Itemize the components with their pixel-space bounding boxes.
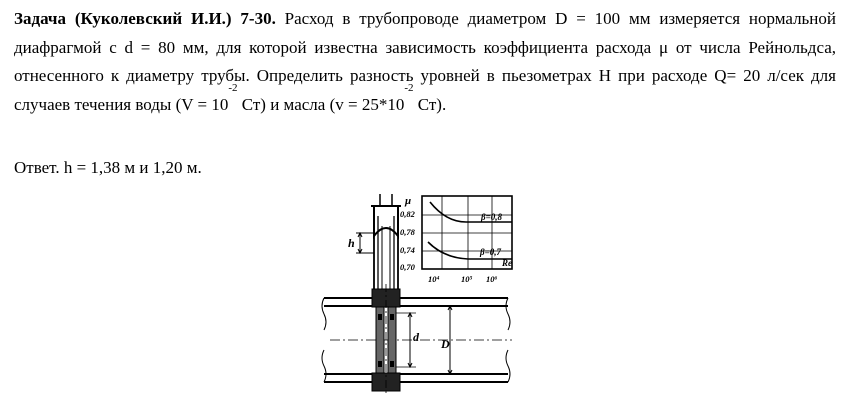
diaphragm-figure [316, 186, 520, 398]
y-tick-070: 0,70 [400, 262, 415, 272]
piezometer [348, 194, 401, 302]
problem-statement [14, 5, 836, 119]
x-tick-1e6: 10⁶ [486, 274, 498, 284]
mu-re-graph [400, 195, 512, 284]
diaphragm [372, 284, 400, 396]
y-tick-074: 0,74 [400, 245, 415, 255]
answer: Ответ. h = 1,38 м и 1,20 м. [14, 158, 202, 177]
label-D: D [441, 337, 450, 351]
y-tick-082: 0,82 [400, 209, 415, 219]
y-tick-078: 0,78 [400, 227, 415, 237]
oil-viscosity-exponent: -2 [404, 81, 414, 94]
re-axis-label: Re [502, 258, 512, 268]
problem-text-4: Ст). [413, 94, 447, 114]
graph-y-label: μ [405, 195, 412, 207]
problem-text-3: Ст) и масла (v = 25*10 [237, 94, 405, 114]
diaphragm-drawing [316, 186, 520, 398]
problem-title: Задача (Куколевский И.И.) 7-30. [14, 9, 276, 28]
water-viscosity-exponent: -2 [228, 81, 238, 94]
x-tick-1e4: 10⁴ [428, 274, 440, 284]
problem-text-2: от числа Рейнольдса, отнесенного к диаметру трубы. Определить разность уровней в пьезометрах H при расходе Q= 20 л/сек для случаев течения воды (V = 10 [14, 37, 837, 114]
curve-label-beta-07: β=0,7 [480, 247, 501, 257]
x-tick-1e5: 10⁵ [461, 274, 473, 284]
curve-label-beta-08: β=0,8 [481, 212, 502, 222]
label-d: d [413, 330, 419, 344]
label-h: h [348, 236, 355, 250]
problem-text-1: Расход в трубопроводе диаметром D = 100 мм измеряется нормальной диафрагмой с d = 80 мм, для которой известна зависимость коэффициента расхода [14, 9, 837, 57]
mu-symbol: μ [658, 37, 669, 57]
